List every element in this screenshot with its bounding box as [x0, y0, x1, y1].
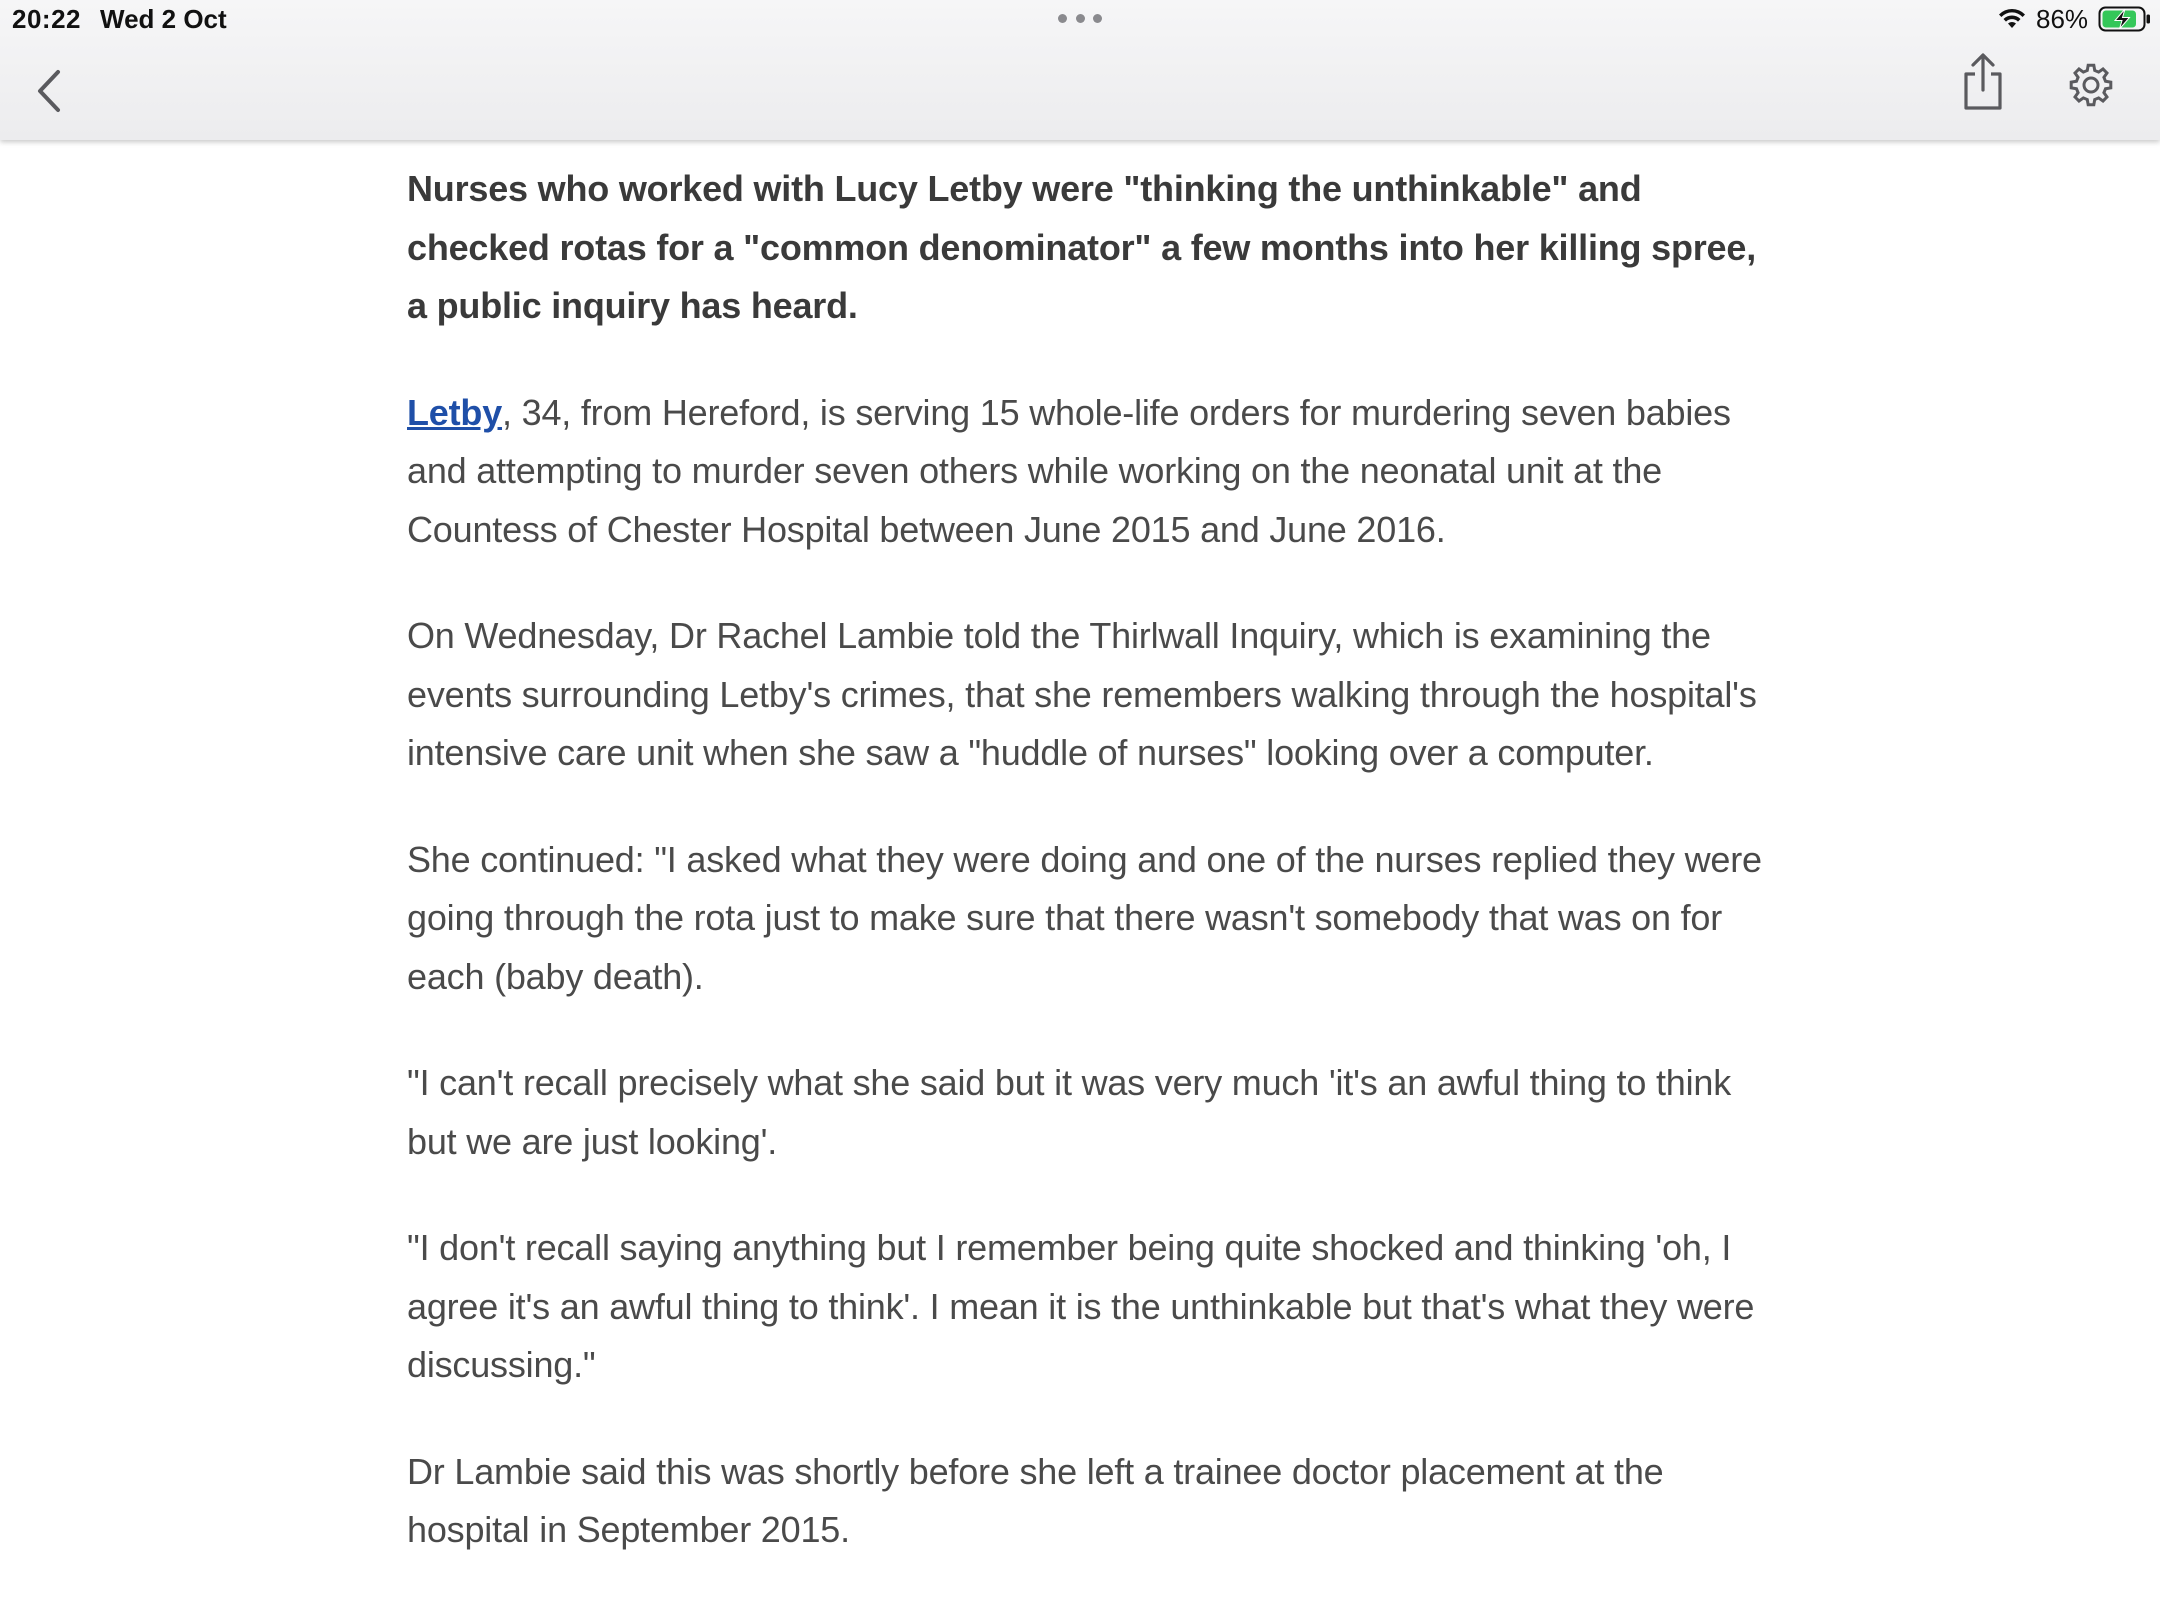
article-paragraph: She continued: "I asked what they were doing and one of the nurses replied they were going through the rota just to make sure that there wasn't somebody that was on for each (baby death). [407, 838, 1762, 997]
article-paragraph: Dr Lambie said this was shortly before she left a trainee doctor placement at the hospital in September 2015. [407, 1450, 1664, 1550]
wifi-icon [1996, 6, 2028, 30]
article-lead: Nurses who worked with Lucy Letby were "thinking the unthinkable" and checked rotas for a "common denominator" a few months into her killing spree, a public inquiry has heard. [407, 168, 1756, 326]
letby-link[interactable]: Letby [407, 391, 503, 433]
article-paragraph-text: , 34, from Hereford, is serving 15 whole-life orders for murdering seven babies and attempting to murder seven others while working on the neonatal unit at the Countess of Chester Hospital between June 2015 and June 2016. [407, 391, 1731, 550]
share-button[interactable] [1958, 52, 2008, 112]
battery-percentage: 86% [2036, 4, 2089, 34]
status-time: 20:22 [12, 4, 81, 34]
top-toolbar [0, 0, 2160, 140]
article-paragraph: "I can't recall precisely what she said but it was very much 'it's an awful thing to think but we are just looking'. [407, 1062, 1732, 1162]
article-paragraph [407, 384, 1767, 560]
back-button[interactable] [30, 66, 70, 116]
status-date: Wed 2 Oct [100, 4, 227, 34]
battery-charging-icon [2098, 6, 2152, 32]
article-paragraph: "I don't recall saying anything but I remember being quite shocked and thinking 'oh, I agree it's an awful thing to think'. I mean it is the unthinkable but that's what they were discussing." [407, 1227, 1755, 1385]
share-icon [1966, 55, 2000, 108]
multitasking-dots-icon[interactable] [1058, 14, 1102, 26]
article-body [407, 160, 1767, 1608]
article-paragraph: On Wednesday, Dr Rachel Lambie told the Thirlwall Inquiry, which is examining the events surrounding Letby's crimes, that she remembers walking through the hospital's intensive care unit when she saw a "huddle of nurses" looking over a computer. [407, 615, 1757, 773]
gear-icon [2071, 65, 2111, 105]
settings-button[interactable] [2066, 60, 2116, 110]
